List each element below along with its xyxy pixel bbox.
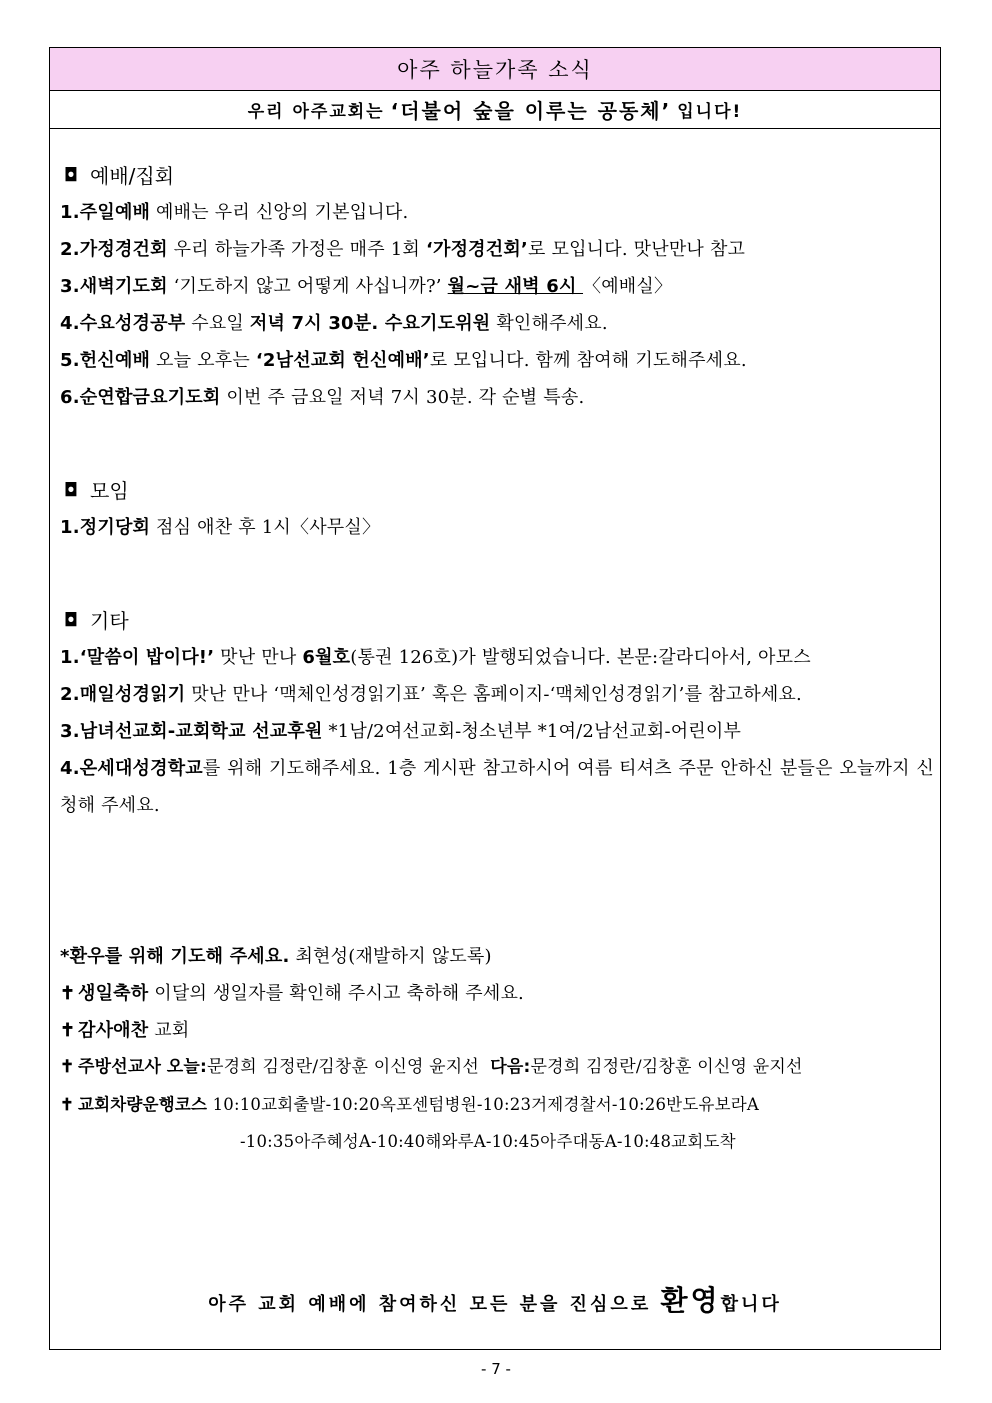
- prayer-notice: *환우를 위해 기도해 주세요. 최현성(재발하지 않도록): [60, 946, 492, 967]
- list-item: 3.남녀선교회-교회학교 선교후원 *1남/2여선교회-청소년부 *1여/2남선교회-어린이부: [60, 721, 742, 742]
- list-item: 5.헌신예배 오늘 오후는 ‘2남선교회 헌신예배’로 모입니다. 함께 참여해 기도해주세요.: [60, 350, 747, 371]
- section-meeting-heading: ◘ 모임: [60, 473, 934, 509]
- page-title: 아주 하늘가족 소식: [50, 48, 940, 91]
- list-item: 4.온세대성경학교를 위해 기도해주세요. 1층 게시판 참고하시어 여름 티셔츠 주문 안하신 분들은 오늘까지 신청해 주세요.: [60, 758, 934, 816]
- list-item: 3.새벽기도회 ‘기도하지 않고 어떻게 사십니까?’ 월~금 새벽 6시 〈예배실〉: [60, 276, 673, 297]
- subtitle-quote: ‘더불어 숲을 이루는 공동체’: [390, 99, 672, 123]
- subtitle: [50, 91, 940, 129]
- section-bullet-icon: ◘: [63, 610, 79, 631]
- section-etc-heading: ◘ 기타: [60, 603, 934, 639]
- list-item: 6.순연합금요기도회 이번 주 금요일 저녁 7시 30분. 각 순별 특송.: [60, 387, 585, 408]
- cross-icon: ✝: [60, 1020, 76, 1041]
- cross-icon: ✝: [60, 1095, 75, 1114]
- cross-icon: ✝: [60, 983, 76, 1004]
- list-item: 1.주일예배 예배는 우리 신앙의 기본입니다.: [60, 202, 409, 223]
- cross-icon: ✝: [60, 1057, 75, 1077]
- vehicle-route-continued: -10:35아주혜성A-10:40해와루A-10:45아주대동A-10:48교회도착: [240, 1132, 736, 1151]
- birthday-notice: ✝ 생일축하 이달의 생일자를 확인해 주시고 축하해 주세요.: [60, 975, 934, 1012]
- section-worship-heading: ◘ 예배/집회: [60, 158, 934, 194]
- page-number: - 7 -: [481, 1360, 511, 1378]
- subtitle-pre: 우리 아주교회는: [247, 102, 385, 122]
- list-item: 1.‘말씀이 밥이다!’ 맛난 만나 6월호(통권 126호)가 발행되었습니다. 본문:갈라디아서, 아모스: [60, 647, 811, 668]
- list-item: 1.정기당회 점심 애찬 후 1시〈사무실〉: [60, 517, 381, 538]
- section-bullet-icon: ◘: [63, 480, 79, 501]
- list-item: 2.가정경건회 우리 하늘가족 가정은 매주 1회 ‘가정경건회’로 모입니다. 맛난만나 참고: [60, 239, 746, 260]
- content: [60, 158, 934, 1160]
- kitchen-notice: ✝ 주방선교사 오늘:문경희 김정란/김창훈 이신영 윤지선 다음:문경희 김정란/김창훈 이신영 윤지선: [60, 1049, 934, 1086]
- welcome-message: 아주 교회 예배에 참여하신 모든 분을 진심으로 환영합니다: [208, 1284, 782, 1317]
- subtitle-post: 입니다!: [677, 102, 743, 122]
- newsletter-frame: [49, 47, 941, 1350]
- vehicle-notice: ✝ 교회차량운행코스 10:10교회출발-10:20옥포센텀병원-10:23거제경찰서-10:26반도유보라A: [60, 1086, 934, 1123]
- list-item: 2.매일성경읽기 맛난 만나 ‘맥체인성경읽기표’ 혹은 홈페이지-‘맥체인성경읽기’를 참고하세요.: [60, 684, 802, 705]
- thanks-notice: ✝ 감사애찬 교회: [60, 1012, 934, 1049]
- list-item: 4.수요성경공부 수요일 저녁 7시 30분. 수요기도위원 확인해주세요.: [60, 313, 608, 334]
- section-bullet-icon: ◘: [63, 165, 79, 186]
